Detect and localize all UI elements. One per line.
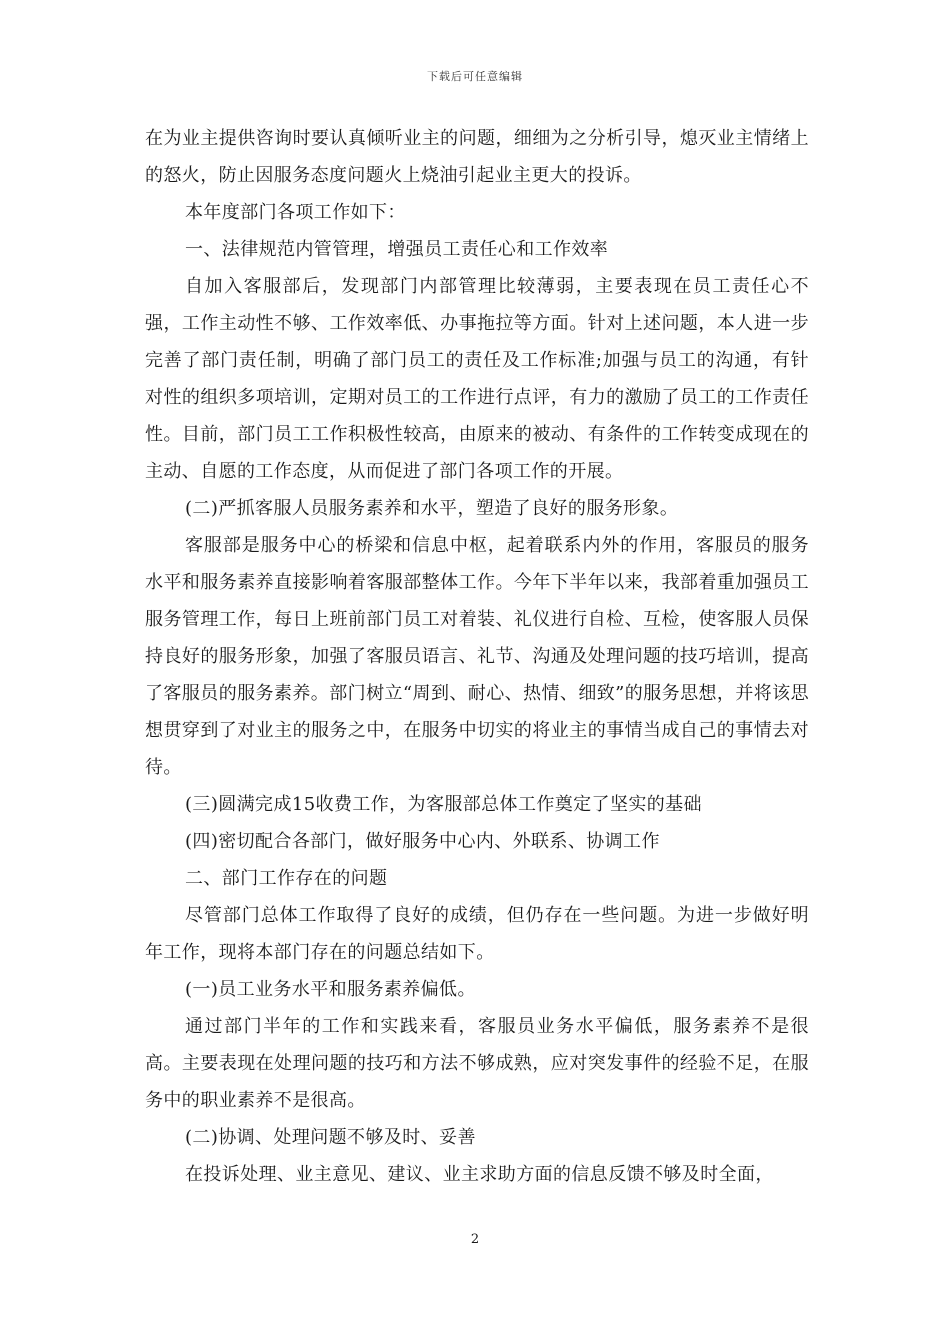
paragraph: 自加入客服部后，发现部门内部管理比较薄弱，主要表现在员工责任心不强，工作主动性不够、工作效率低、办事拖拉等方面。针对上述问题，本人进一步完善了部门责任制，明确了部门员工的责任及工作标准;加强与员工的沟通，有针对性的组织多项培训，定期对员工的工作进行点评，有力的激励了员工的工作责任性。目前，部门员工工作积极性较高，由原来的被动、有条件的工作转变成现在的主动、自愿的工作态度，从而促进了部门各项工作的开展。 (145, 276, 809, 482)
section-heading: (四)密切配合各部门，做好服务中心内、外联系、协调工作 (185, 831, 660, 852)
document-body (145, 120, 809, 1193)
paragraph: 在投诉处理、业主意见、建议、业主求助方面的信息反馈不够及时全面， (185, 1164, 774, 1185)
paragraph: 本年度部门各项工作如下： (185, 202, 406, 223)
section-heading: (一)员工业务水平和服务素养偏低。 (185, 979, 476, 1000)
paragraph: 通过部门半年的工作和实践来看，客服员业务水平偏低，服务素养不是很高。主要表现在处理问题的技巧和方法不够成熟，应对突发事件的经验不足，在服务中的职业素养不是很高。 (145, 1016, 809, 1111)
section-heading: 一、法律规范内管管理，增强员工责任心和工作效率 (185, 239, 609, 260)
section-heading: (三)圆满完成15收费工作，为客服部总体工作奠定了坚实的基础 (185, 794, 702, 815)
section-heading: 二、部门工作存在的问题 (185, 868, 388, 889)
section-heading: (二)严抓客服人员服务素养和水平，塑造了良好的服务形象。 (185, 498, 679, 519)
page-header: 下载后可任意编辑 (427, 70, 523, 83)
page-number: 2 (470, 1232, 480, 1247)
paragraph: 在为业主提供咨询时要认真倾听业主的问题，细细为之分析引导，熄灭业主情绪上的怒火，防止因服务态度问题火上烧油引起业主更大的投诉。 (145, 128, 809, 186)
section-heading: (二)协调、处理问题不够及时、妥善 (185, 1127, 476, 1148)
paragraph: 客服部是服务中心的桥梁和信息中枢，起着联系内外的作用，客服员的服务水平和服务素养直接影响着客服部整体工作。今年下半年以来，我部着重加强员工服务管理工作，每日上班前部门员工对着装、礼仪进行自检、互检，使客服人员保持良好的服务形象，加强了客服员语言、礼节、沟通及处理问题的技巧培训，提高了客服员的服务素养。部门树立“周到、耐心、热情、细致”的服务思想，并将该思想贯穿到了对业主的服务之中，在服务中切实的将业主的事情当成自己的事情去对待。 (145, 535, 809, 778)
paragraph: 尽管部门总体工作取得了良好的成绩，但仍存在一些问题。为进一步做好明年工作，现将本部门存在的问题总结如下。 (145, 905, 809, 963)
